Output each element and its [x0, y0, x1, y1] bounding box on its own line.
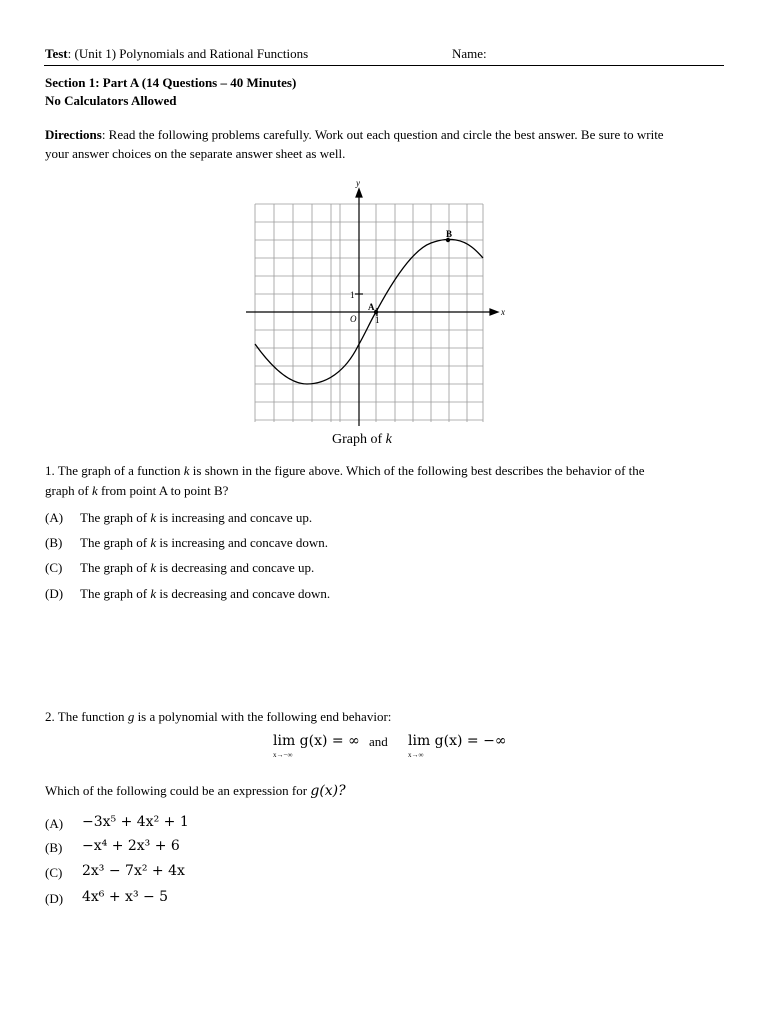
q2-question-expr: g(x)? [310, 783, 346, 799]
q2-limit-1: lim g(x) = ∞ [273, 733, 360, 749]
q2-stem-text-b: is a polynomial with the following end behavior: [134, 709, 392, 724]
choice-letter: (A) [45, 510, 64, 525]
choice-text: The graph of k is decreasing and concave down. [80, 586, 331, 601]
q1-stem-text-a: 1. The graph of a function [45, 463, 184, 478]
test-title: : (Unit 1) Polynomials and Rational Functions [67, 46, 309, 61]
q2-choice-c[interactable] [0, 863, 768, 883]
choice-expr: −3x⁵ + 4x² + 1 [82, 814, 189, 830]
q2-var: g [127, 709, 135, 724]
choice-expr: 2x³ − 7x² + 4x [82, 863, 185, 879]
choice-text: The graph of k is decreasing and concave up. [80, 560, 315, 575]
figure-caption-var: k [385, 432, 392, 447]
q2-choice-d[interactable] [0, 889, 768, 909]
choice-expr: 4x⁶ + x³ − 5 [82, 889, 169, 905]
q2-stem-text-a: 2. The function [45, 709, 128, 724]
choice-letter: (C) [45, 560, 63, 575]
q2-stem [45, 709, 391, 725]
q1-choice-d[interactable] [0, 586, 768, 604]
q1-var-2: k [91, 483, 98, 498]
test-label: Test [45, 46, 68, 61]
graph-of-k-figure [0, 0, 768, 460]
q2-question [45, 783, 346, 799]
q2-limit-2: lim g(x) = −∞ [408, 733, 507, 749]
choice-expr: −x⁴ + 2x³ + 6 [82, 838, 180, 854]
tick-1-y-label: 1 [350, 290, 355, 300]
point-a-label: A [368, 302, 375, 312]
q2-choice-a[interactable] [0, 814, 768, 834]
figure-caption [332, 432, 393, 447]
q1-choice-c[interactable] [0, 560, 768, 578]
axis-x-label: x [501, 307, 505, 317]
directions-line2: your answer choices on the separate answer sheet as well. [45, 146, 346, 161]
choice-letter: (D) [45, 891, 64, 906]
q1-var: k [183, 463, 190, 478]
q1-stem-text-c: graph of [45, 483, 92, 498]
choice-letter: (D) [45, 586, 64, 601]
q1-stem-text-d: from point A to point B? [97, 483, 229, 498]
q2-and: and [369, 734, 388, 749]
choice-letter: (B) [45, 535, 63, 550]
point-b-label: B [446, 229, 453, 239]
q2-question-text: Which of the following could be an expression for [45, 783, 311, 798]
choice-letter: (B) [45, 840, 63, 855]
q2-choice-b[interactable] [0, 838, 768, 858]
choice-letter: (C) [45, 865, 63, 880]
directions-label: Directions [45, 127, 102, 142]
choice-text: The graph of k is increasing and concave up. [80, 510, 313, 525]
section-note: No Calculators Allowed [45, 93, 177, 108]
q1-choice-b[interactable] [0, 535, 768, 553]
section-title: Section 1: Part A (14 Questions – 40 Minutes) [45, 75, 297, 90]
figure-caption-text: Graph of [332, 432, 386, 447]
choice-text: The graph of k is increasing and concave down. [80, 535, 329, 550]
q2-limit-2-sub: x→∞ [408, 751, 424, 759]
q2-limit-1-sub: x→−∞ [273, 751, 293, 759]
axis-y-label: y [356, 178, 360, 188]
q1-stem-line1 [45, 463, 645, 479]
q1-choice-a[interactable] [0, 510, 768, 528]
origin-label: O [350, 314, 357, 324]
name-label: Name: [452, 46, 487, 61]
choice-letter: (A) [45, 816, 64, 831]
q1-stem-text-b: is shown in the figure above. Which of the following best describes the behavior of the [189, 463, 645, 478]
directions-text: : Read the following problems carefully. Work out each question and circle the best answer. Be sure to write [101, 127, 664, 142]
tick-1-x-label: 1 [375, 315, 380, 325]
q1-stem-line2 [45, 483, 228, 499]
